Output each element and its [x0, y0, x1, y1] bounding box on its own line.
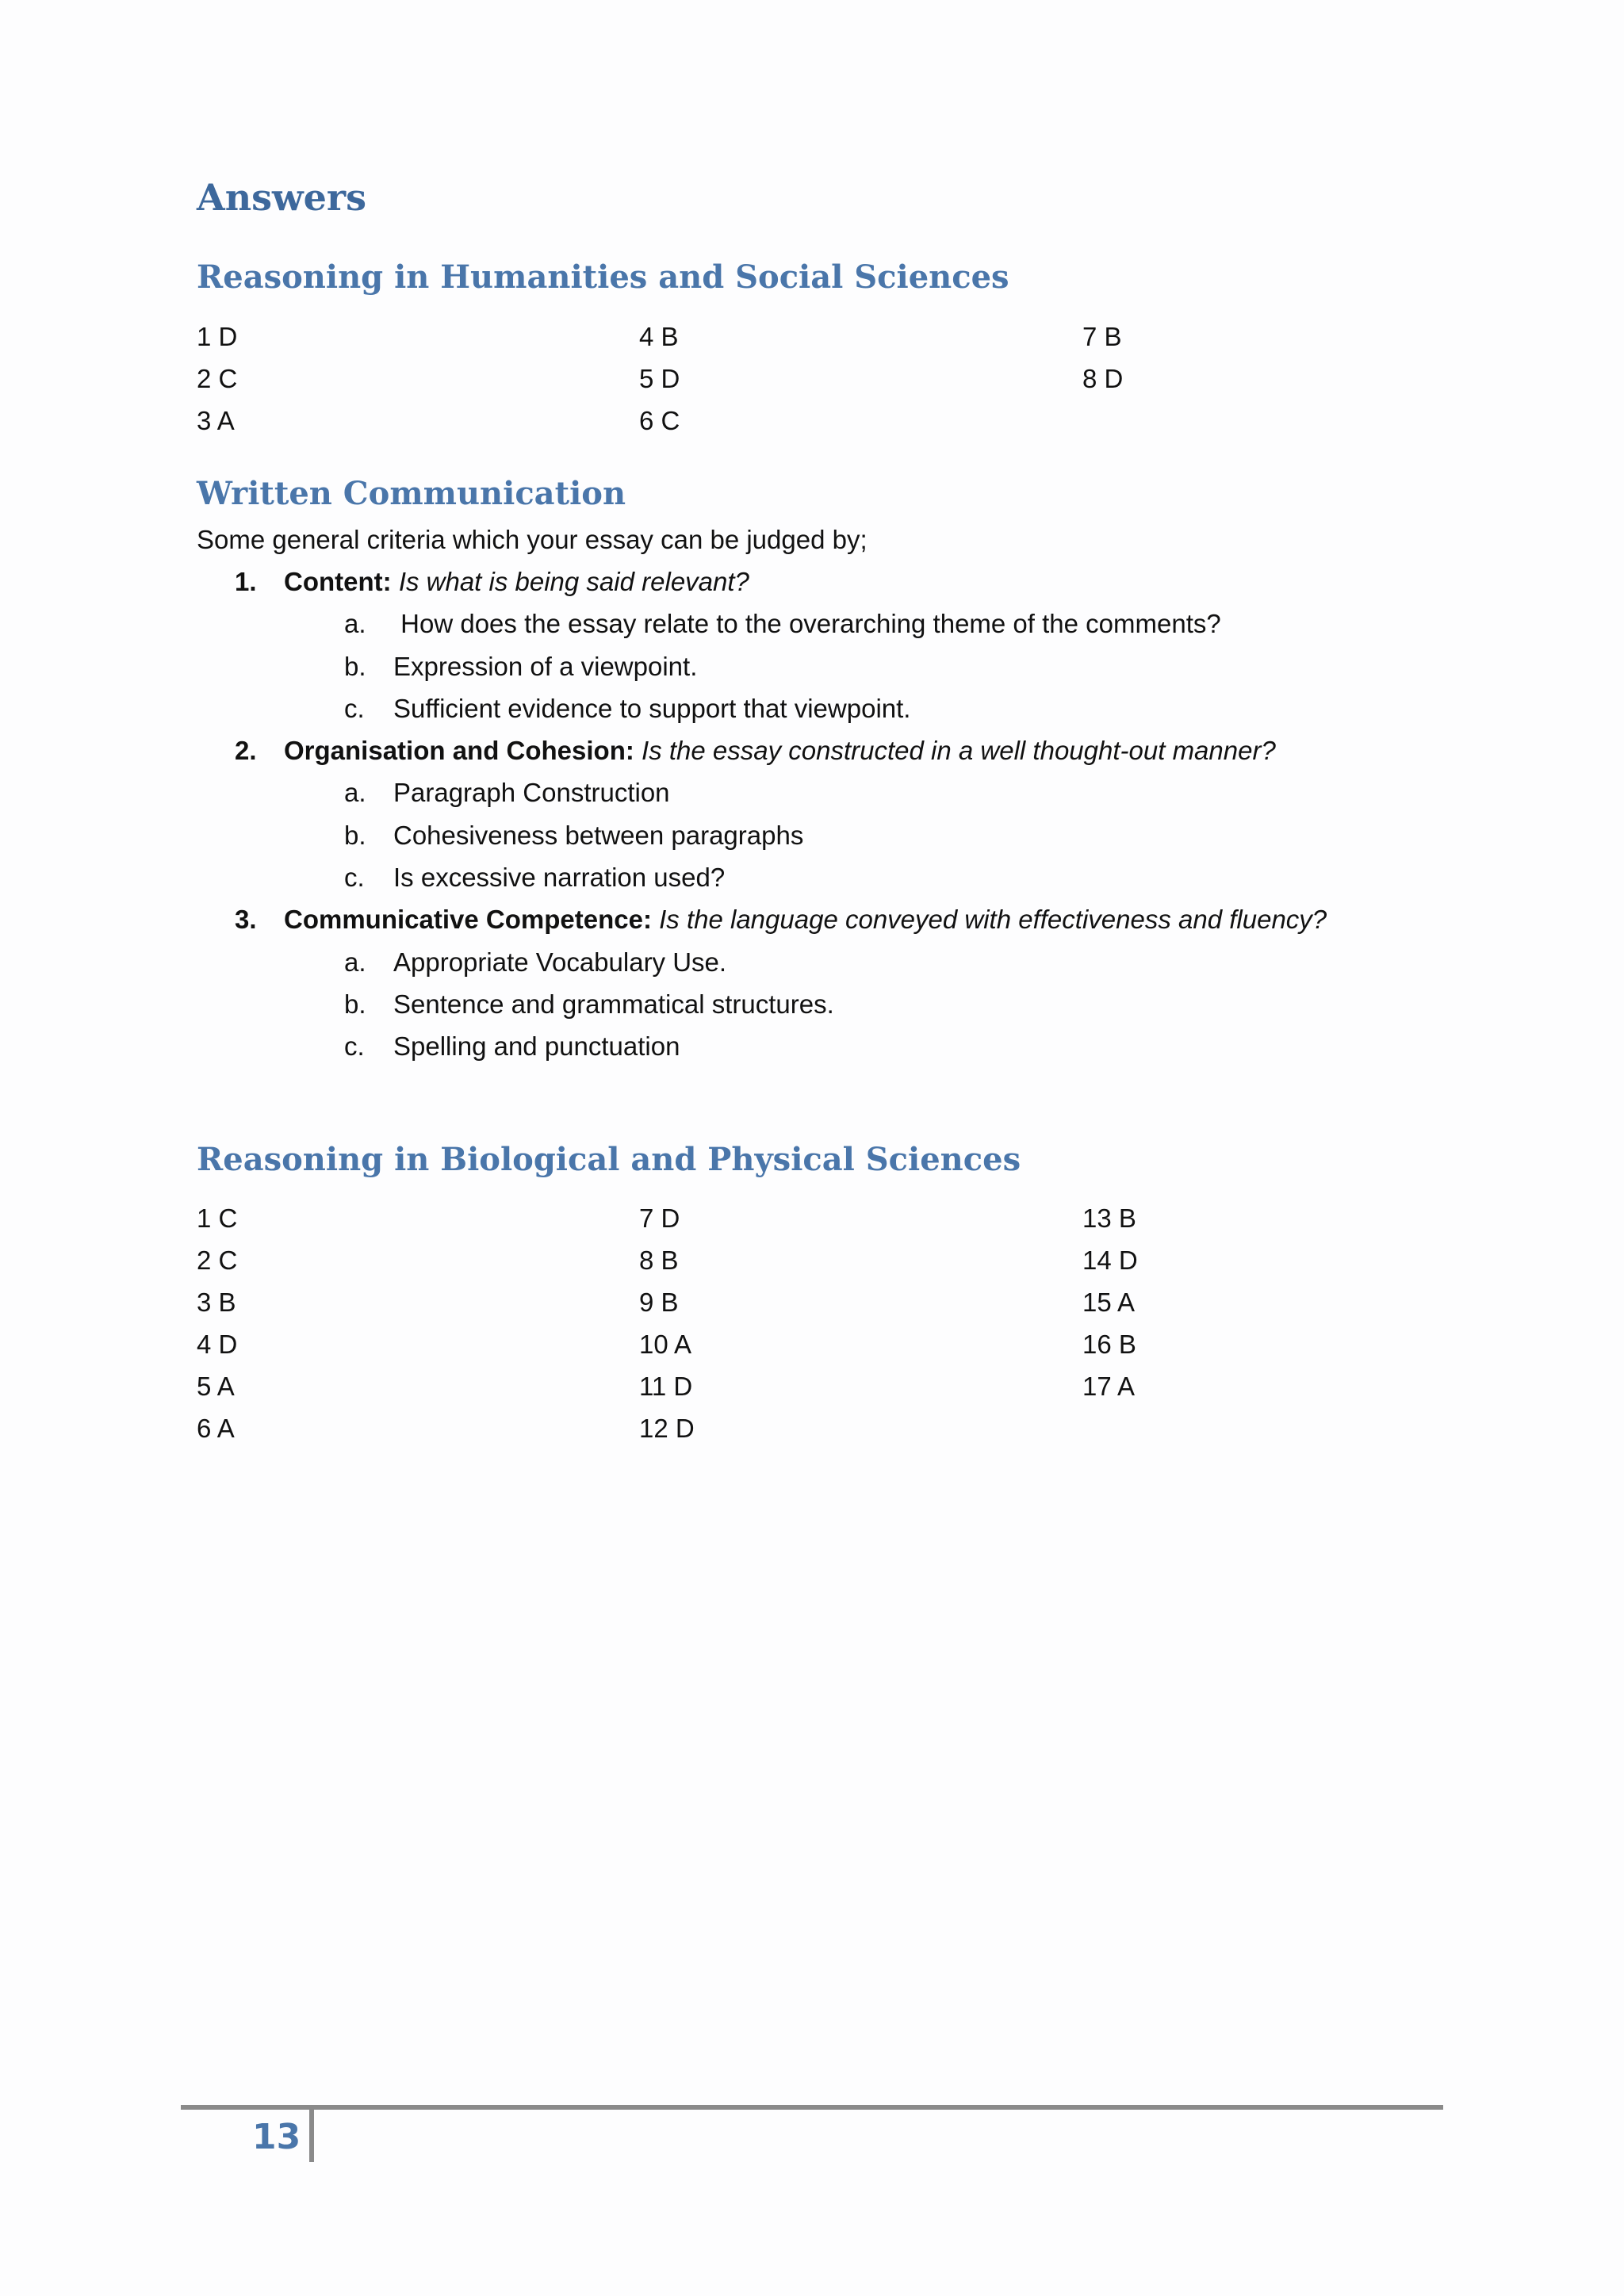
- footer-divider: [309, 2105, 314, 2162]
- sub-criterion: [197, 1025, 1465, 1067]
- criterion-label: Content:: [284, 567, 392, 596]
- sub-text: Spelling and punctuation: [393, 1031, 680, 1062]
- sub-text: Appropriate Vocabulary Use.: [393, 947, 727, 977]
- criterion-question: Is what is being said relevant?: [398, 567, 749, 596]
- criterion-body: [284, 898, 1327, 940]
- answer-item: 16 B: [1082, 1330, 1136, 1359]
- sub-letter: b.: [344, 989, 366, 1019]
- answer-item: 2 C: [197, 1246, 238, 1275]
- answer-item: 14 D: [1082, 1246, 1138, 1275]
- answer-item: 4 B: [639, 322, 679, 351]
- criteria-list: [197, 561, 1465, 1068]
- answer-item: 6 A: [197, 1414, 235, 1443]
- answer-item: 7 B: [1082, 322, 1122, 351]
- sub-criterion: [197, 814, 1465, 856]
- answer-item: 9 B: [639, 1288, 679, 1317]
- section-heading-biological: Reasoning in Biological and Physical Sciences: [197, 1141, 1021, 1178]
- answer-item: 7 D: [639, 1203, 680, 1233]
- sub-text: Is excessive narration used?: [393, 863, 726, 893]
- answer-item: 15 A: [1082, 1288, 1136, 1317]
- criterion: [197, 561, 1465, 603]
- criterion: [197, 898, 1465, 940]
- sub-criterion: [197, 603, 1465, 645]
- answer-column: [1082, 316, 1123, 400]
- footer-rule: [181, 2105, 1443, 2110]
- answer-item: 8 D: [1082, 364, 1124, 393]
- sub-criterion: [197, 771, 1465, 813]
- sub-letter: b.: [344, 820, 366, 850]
- answer-column: [197, 316, 237, 442]
- sub-letter: a.: [344, 778, 366, 808]
- criterion-label: Organisation and Cohesion:: [284, 736, 634, 766]
- sub-text: Expression of a viewpoint.: [393, 651, 698, 681]
- page-title: Answers: [197, 176, 367, 219]
- sub-text: Sufficient evidence to support that viewpoint.: [393, 693, 911, 723]
- sub-text: How does the essay relate to the overarching theme of the comments?: [393, 609, 1221, 639]
- sub-criterion: [197, 941, 1465, 983]
- criterion-body: [284, 561, 749, 603]
- sub-criterion: [197, 983, 1465, 1025]
- answer-item: 1 C: [197, 1203, 238, 1233]
- answer-column: [1082, 1197, 1138, 1407]
- sub-letter: c.: [344, 693, 365, 723]
- section-heading-written: Written Communication: [197, 475, 626, 512]
- answer-item: 4 D: [197, 1330, 238, 1359]
- answer-item: 10 A: [639, 1330, 692, 1359]
- answer-item: 5 D: [639, 364, 680, 393]
- criterion-number: 2.: [235, 736, 257, 766]
- answer-item: 3 A: [197, 406, 235, 435]
- answer-item: 13 B: [1082, 1203, 1136, 1233]
- sub-criterion: [197, 687, 1465, 729]
- sub-text: Paragraph Construction: [393, 778, 670, 808]
- criterion-question: Is the language conveyed with effectiveness and fluency?: [659, 905, 1327, 935]
- section-heading-humanities: Reasoning in Humanities and Social Sciences: [197, 258, 1009, 296]
- sub-criterion: [197, 645, 1465, 687]
- sub-letter: b.: [344, 651, 366, 681]
- criterion-question: Is the essay constructed in a well thought-out manner?: [642, 736, 1276, 766]
- sub-letter: c.: [344, 1031, 365, 1062]
- sub-text: Cohesiveness between paragraphs: [393, 820, 804, 850]
- answer-column: [639, 1197, 695, 1449]
- sub-letter: a.: [344, 947, 366, 977]
- sub-letter: c.: [344, 863, 365, 893]
- written-intro: Some general criteria which your essay can be judged by;: [197, 525, 868, 554]
- answer-item: 6 C: [639, 406, 680, 435]
- criterion-number: 3.: [235, 905, 257, 935]
- answer-column: [197, 1197, 237, 1449]
- answer-item: 3 B: [197, 1288, 236, 1317]
- criterion-body: [284, 729, 1276, 771]
- page-number: 13: [252, 2117, 301, 2157]
- sub-letter: a.: [344, 609, 366, 639]
- answer-item: 1 D: [197, 322, 238, 351]
- criterion: [197, 729, 1465, 771]
- answer-item: 5 A: [197, 1372, 235, 1401]
- answer-item: 2 C: [197, 364, 238, 393]
- criterion-number: 1.: [235, 567, 257, 596]
- sub-text: Sentence and grammatical structures.: [393, 989, 834, 1019]
- answer-item: 11 D: [639, 1372, 693, 1401]
- answer-item: 17 A: [1082, 1372, 1136, 1401]
- answer-item: 12 D: [639, 1414, 695, 1443]
- sub-criterion: [197, 856, 1465, 898]
- answer-item: 8 B: [639, 1246, 679, 1275]
- criterion-label: Communicative Competence:: [284, 905, 652, 935]
- answer-column: [639, 316, 680, 442]
